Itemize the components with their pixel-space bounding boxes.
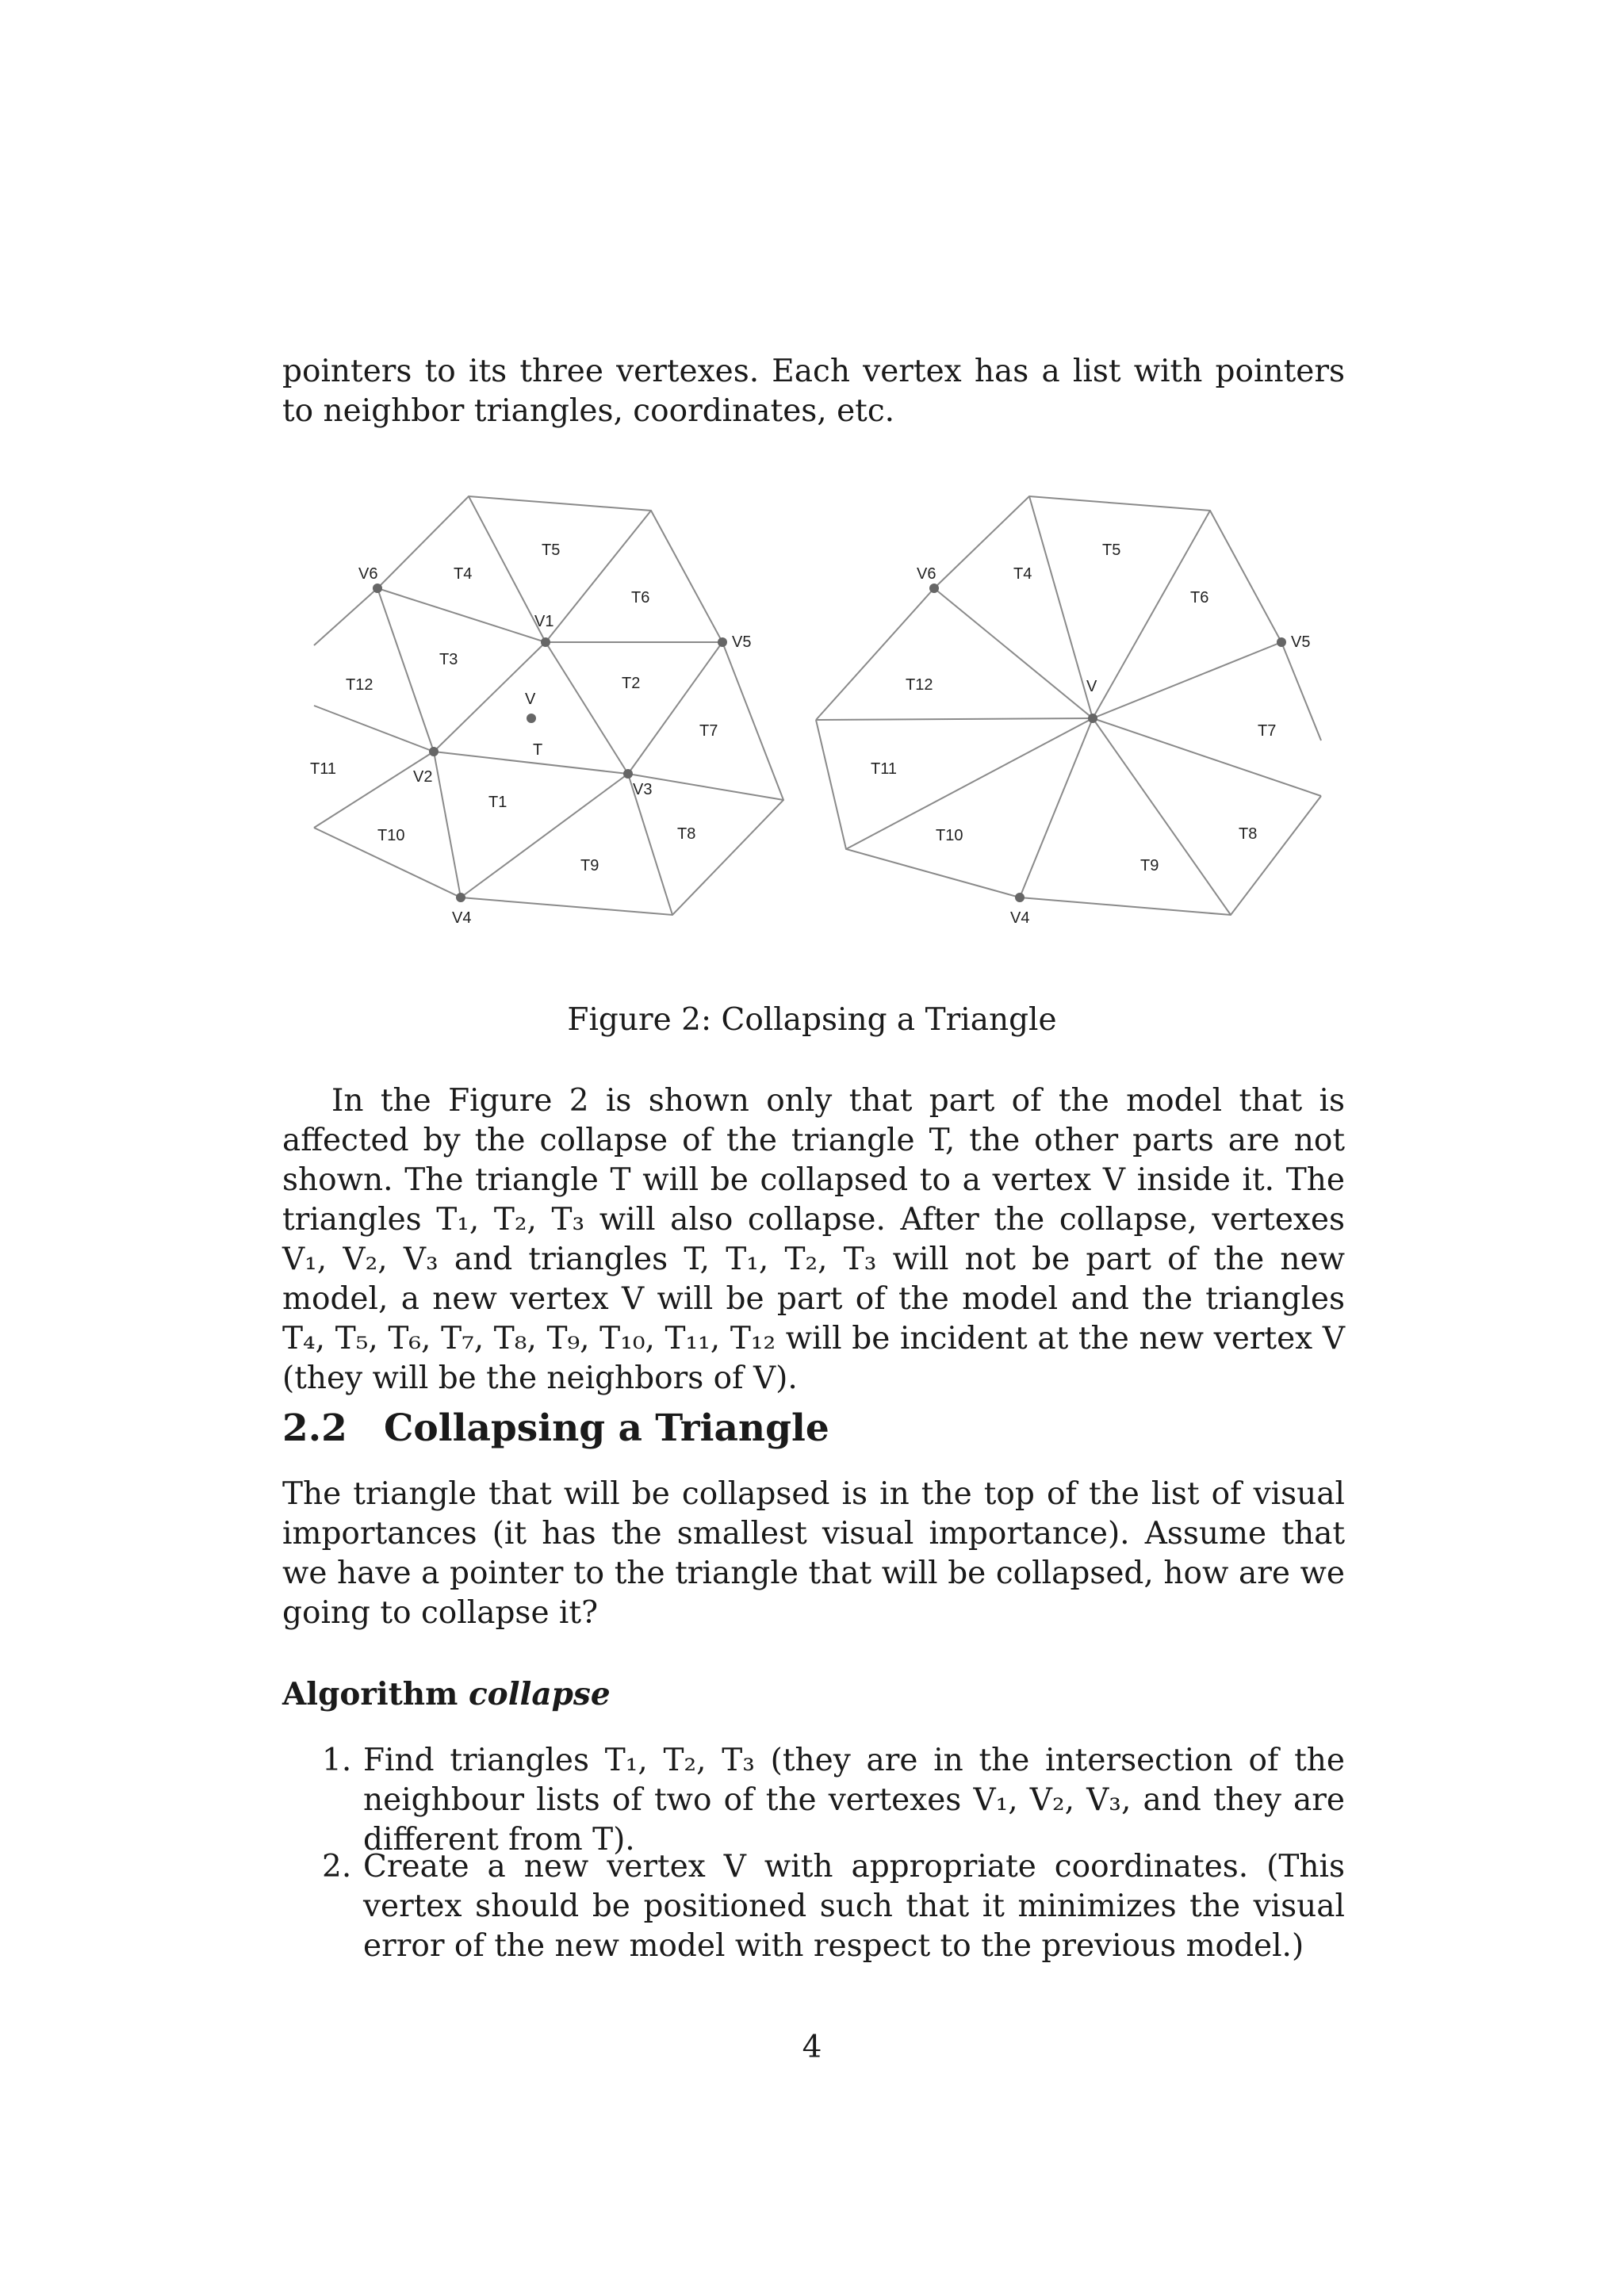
label-t5: T5 bbox=[1102, 541, 1121, 559]
section-paragraph: The triangle that will be collapsed is in the top of the list of visual importances (it has the smallest visual importance). Assume that we have a pointer to the triangle that will be collapsed, how are we going to collapse it? bbox=[282, 1476, 1345, 1631]
algorithm-name: collapse bbox=[468, 1676, 611, 1712]
label-t: T bbox=[533, 741, 543, 759]
label-t5: T5 bbox=[542, 541, 561, 559]
right-vertices bbox=[929, 584, 1286, 902]
body-paragraph: In the Figure 2 is shown only that part of the model that is affected by the collapse of the triangle T, the other parts are not shown. The triangle T will be collapsed to a vertex V inside it. The triangles T₁, T₂, T₃ will also collapse. After the collapse, vertexes V₁, V₂, V₃ and triangles T, T₁, T₂, T₃ will not be part of the new model, a new vertex V will be part of the model and the triangles T₄, T₅, T₆, T₇, T₈, T₉, T₁₀, T₁₁, T₁₂ will be incident at the new vertex V (they will be the neighbors of V). bbox=[282, 1083, 1345, 1396]
label-v: V bbox=[1086, 678, 1097, 695]
label-t12: T12 bbox=[906, 676, 933, 694]
label-v3: V3 bbox=[633, 781, 653, 798]
left-mesh bbox=[314, 496, 783, 915]
label-t9: T9 bbox=[580, 857, 599, 874]
section-title: Collapsing a Triangle bbox=[384, 1406, 829, 1450]
algorithm-heading bbox=[282, 1674, 611, 1714]
label-v6: V6 bbox=[917, 565, 936, 583]
label-t3: T3 bbox=[439, 651, 458, 668]
label-t7: T7 bbox=[699, 722, 718, 740]
label-t10: T10 bbox=[377, 827, 405, 844]
intro-paragraph: pointers to its three vertexes. Each vertex has a list with pointers to neighbor triangles, coordinates, etc. bbox=[282, 354, 1345, 429]
section-number: 2.2 bbox=[282, 1406, 347, 1450]
label-t1: T1 bbox=[488, 794, 508, 811]
label-v5: V5 bbox=[1291, 633, 1311, 651]
figure-caption: Figure 2: Collapsing a Triangle bbox=[567, 1002, 1057, 1038]
label-v4: V4 bbox=[1010, 909, 1030, 927]
step-number: 1. bbox=[322, 1743, 352, 1778]
label-t6: T6 bbox=[631, 589, 650, 607]
label-v4: V4 bbox=[452, 909, 472, 927]
left-labels bbox=[310, 541, 751, 927]
label-v1: V1 bbox=[534, 613, 554, 630]
algorithm-step bbox=[282, 1741, 1345, 1860]
label-v5: V5 bbox=[732, 633, 752, 651]
figure-collapsing-triangle bbox=[298, 479, 1329, 939]
label-t8: T8 bbox=[677, 825, 696, 843]
label-t6: T6 bbox=[1190, 589, 1209, 607]
label-t2: T2 bbox=[622, 675, 641, 692]
page-number: 4 bbox=[802, 2030, 822, 2065]
right-labels bbox=[871, 541, 1310, 927]
algorithm-step bbox=[282, 1847, 1345, 1966]
label-v2: V2 bbox=[413, 768, 433, 786]
label-t4: T4 bbox=[454, 565, 473, 583]
step-number: 2. bbox=[322, 1849, 352, 1885]
label-t9: T9 bbox=[1140, 857, 1159, 874]
step-text: Find triangles T₁, T₂, T₃ (they are in the intersection of the neighbour lists of two of the vertexes V₁, V₂, V₃, and they are different from T). bbox=[363, 1743, 1345, 1858]
label-t12: T12 bbox=[346, 676, 373, 694]
label-v6: V6 bbox=[358, 565, 378, 583]
label-v: V bbox=[525, 691, 536, 708]
label-t8: T8 bbox=[1239, 825, 1258, 843]
label-t11: T11 bbox=[310, 760, 336, 778]
algorithm-label: Algorithm bbox=[282, 1676, 458, 1712]
label-t4: T4 bbox=[1013, 565, 1032, 583]
right-mesh bbox=[816, 496, 1321, 915]
left-vertices bbox=[373, 584, 727, 902]
label-t11: T11 bbox=[871, 760, 897, 778]
section-heading bbox=[282, 1405, 829, 1452]
label-t10: T10 bbox=[936, 827, 963, 844]
label-t7: T7 bbox=[1258, 722, 1277, 740]
step-text: Create a new vertex V with appropriate coordinates. (This vertex should be positioned such that it minimizes the visual error of the new model with respect to the previous model.) bbox=[363, 1849, 1345, 1964]
